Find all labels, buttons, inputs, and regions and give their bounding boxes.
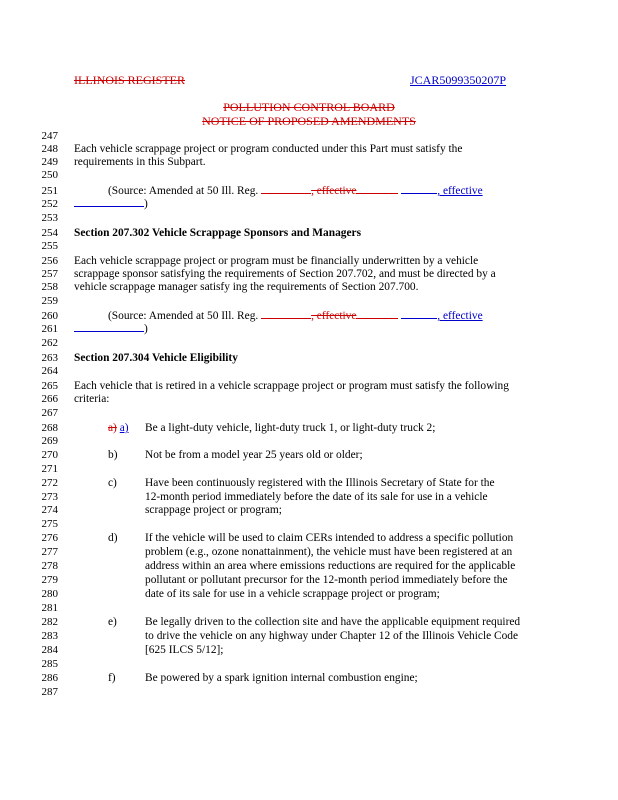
line-number: 264 [41,365,58,377]
line-number: 252 [41,198,58,210]
item-text: Be a light-duty vehicle, light-duty truck 1, or light-duty truck 2; [145,422,436,434]
item-text: address within an area where emissions reductions are required for the applicable [145,560,516,572]
item-text: problem (e.g., ozone nonattainment), the vehicle must have been registered at an [145,546,513,558]
line-number: 276 [41,532,58,544]
source-note-close: ) [74,198,148,210]
item-text: pollutant or pollutant precursor for the 12-month period immediately before the [145,574,508,586]
section-title: Section 207.304 Vehicle Eligibility [74,352,238,364]
line-number: 259 [41,295,58,307]
item-marker-a [108,422,129,434]
source-note [108,185,483,197]
paragraph-line: vehicle scrappage manager satisfy ing the requirements of Section 207.700. [74,281,419,293]
line-number: 273 [41,491,58,503]
line-number: 277 [41,546,58,558]
paragraph-line: Each vehicle scrappage project or program conducted under this Part must satisfy the [74,143,463,155]
paragraph-line: criteria: [74,393,110,405]
item-marker-c: c) [108,477,117,489]
inserted-blank [401,318,437,319]
item-text: [625 ILCS 5/12]; [145,644,224,656]
item-text: date of its sale for use in a vehicle scrappage project or program; [145,588,440,600]
register-header: ILLINOIS REGISTER [74,73,185,87]
line-number: 254 [41,227,58,239]
line-number: 287 [41,686,58,698]
line-number: 249 [41,156,58,168]
inserted-effective: , effective [437,310,483,322]
paragraph-line: Each vehicle scrappage project or program must be financially underwritten by a vehicle [74,255,479,267]
deleted-blank [261,318,311,319]
line-number: 250 [41,169,58,181]
line-number: 268 [41,422,58,434]
line-number: 270 [41,449,58,461]
line-number: 279 [41,574,58,586]
deleted-effective: , effective [311,310,357,322]
line-number: 248 [41,143,58,155]
line-number: 284 [41,644,58,656]
item-text: 12-month period immediately before the date of its sale for use in a vehicle [145,491,488,503]
deleted-blank [261,193,311,194]
line-number: 271 [41,463,58,475]
line-number: 251 [41,185,58,197]
item-marker-b: b) [108,449,118,461]
item-marker-f: f) [108,672,116,684]
line-number: 280 [41,588,58,600]
item-text: If the vehicle will be used to claim CERs intended to address a specific pollution [145,532,514,544]
line-number: 261 [41,323,58,335]
source-prefix: (Source: Amended at 50 Ill. Reg. [108,310,262,322]
source-prefix: (Source: Amended at 50 Ill. Reg. [108,185,262,197]
item-marker-e: e) [108,616,117,628]
paragraph-line: scrappage sponsor satisfying the requirements of Section 207.702, and must be directed by a [74,268,496,280]
source-note-close: ) [74,323,148,335]
board-title: POLLUTION CONTROL BOARD [223,100,395,114]
line-number: 258 [41,281,58,293]
line-number: 275 [41,518,58,530]
line-number: 267 [41,407,58,419]
item-text: Be legally driven to the collection site and have the applicable equipment required [145,616,521,628]
inserted-blank [401,193,437,194]
jcar-code: JCAR5099350207P [410,73,507,87]
paragraph-line: requirements in this Subpart. [74,156,206,168]
line-number: 286 [41,672,58,684]
deleted-blank [356,193,398,194]
inserted-blank [74,206,144,207]
item-text: to drive the vehicle on any highway under Chapter 12 of the Illinois Vehicle Code [145,630,519,642]
item-text: Be powered by a spark ignition internal combustion engine; [145,672,418,684]
line-number: 285 [41,658,58,670]
line-number: 278 [41,560,58,572]
item-text: scrappage project or program; [145,504,282,516]
source-note [108,310,483,322]
inserted-blank [74,331,144,332]
line-number: 265 [41,380,58,392]
line-number: 274 [41,504,58,516]
line-number: 263 [41,352,58,364]
line-number: 262 [41,337,58,349]
item-text: Not be from a model year 25 years old or older; [145,449,363,461]
line-number: 282 [41,616,58,628]
line-number: 281 [41,602,58,614]
line-number: 257 [41,268,58,280]
line-number: 247 [41,130,58,142]
line-number: 255 [41,240,58,252]
deleted-marker: a) [108,422,117,434]
line-number: 283 [41,630,58,642]
item-text: Have been continuously registered with the Illinois Secretary of State for the [145,477,495,489]
line-number: 266 [41,393,58,405]
deleted-blank [356,318,398,319]
inserted-effective: , effective [437,185,483,197]
inserted-marker: a) [119,422,129,434]
line-number: 256 [41,255,58,267]
line-number: 272 [41,477,58,489]
section-title: Section 207.302 Vehicle Scrappage Sponsors and Managers [74,227,362,239]
line-number: 269 [41,435,58,447]
notice-title: NOTICE OF PROPOSED AMENDMENTS [202,114,416,128]
paragraph-line: Each vehicle that is retired in a vehicle scrappage project or program must satisfy the following [74,380,509,392]
deleted-effective: , effective [311,185,357,197]
line-number: 253 [41,212,58,224]
line-number: 260 [41,310,58,322]
item-marker-d: d) [108,532,118,544]
